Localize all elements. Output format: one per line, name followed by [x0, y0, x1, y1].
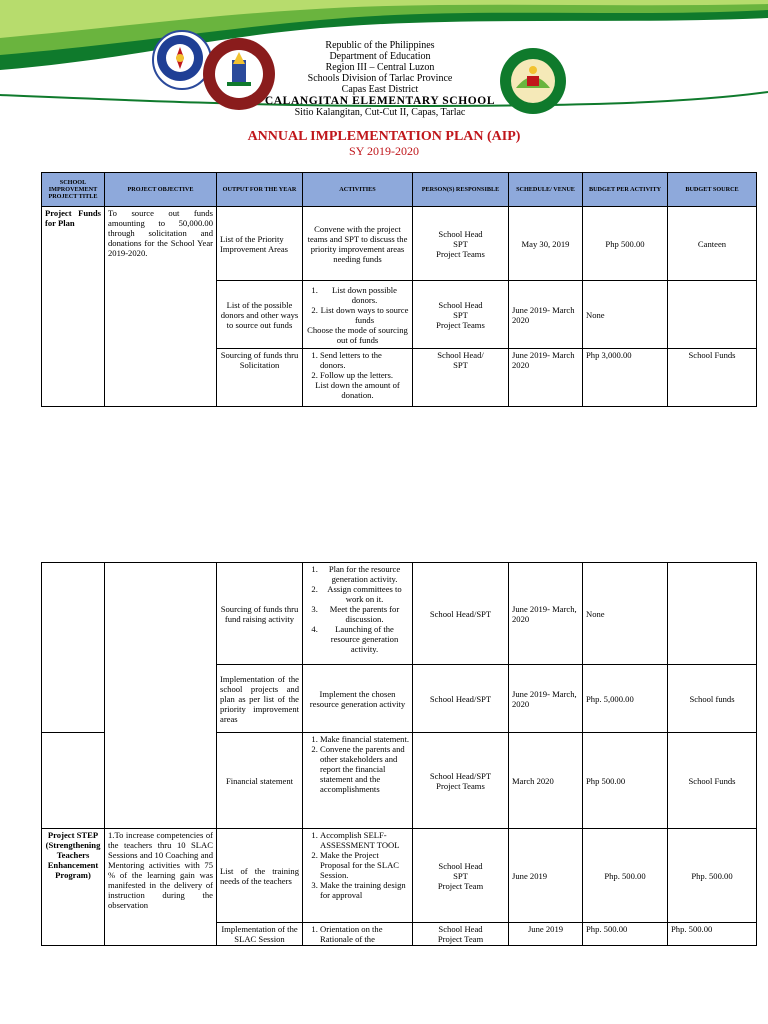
person-item: Project Teams: [436, 248, 485, 259]
activity-item: 1. Accomplish SELF-ASSESSMENT TOOL: [320, 830, 409, 850]
persons-cell: [413, 207, 509, 281]
budget-source-cell: School Funds: [668, 349, 757, 407]
persons-cell: [413, 281, 509, 349]
budget-source-cell: Php. 500.00: [668, 829, 757, 923]
budget-cell: None: [583, 563, 668, 665]
budget-source-cell: School funds: [668, 665, 757, 733]
activity-item: 2. Follow up the letters.: [320, 370, 409, 380]
activities-cell: Convene with the project teams and SPT to discuss the priority improvement areas needing funds: [303, 207, 413, 281]
output-cell: Implementation of the SLAC Session: [217, 923, 303, 946]
person-item: Project Team: [437, 934, 484, 944]
persons-cell: [413, 349, 509, 407]
output-cell: List of the training needs of the teachers: [217, 829, 303, 923]
person-item: SPT: [453, 309, 468, 320]
person-item: School Head: [438, 924, 483, 934]
column-header: PERSON(S) RESPONSIBLE: [413, 173, 509, 207]
output-cell: Sourcing of funds thru Solicitation: [217, 349, 303, 407]
project-title-cell: [42, 733, 105, 829]
activities-cell: Implement the chosen resource generation activity: [303, 665, 413, 733]
activity-item: 1. Make financial statement.: [320, 734, 409, 744]
schedule-cell: June 2019- March, 2020: [509, 665, 583, 733]
schedule-cell: June 2019- March 2020: [509, 281, 583, 349]
activity-item: 1. List down possible donors.: [320, 285, 409, 305]
budget-cell: Php. 500.00: [583, 923, 668, 946]
activities-cell: [303, 281, 413, 349]
persons-cell: [413, 665, 509, 733]
document-title: ANNUAL IMPLEMENTATION PLAN (AIP): [247, 129, 521, 144]
activities-cell: [303, 923, 413, 946]
budget-source-cell: School Funds: [668, 733, 757, 829]
header-line: Republic of the Philippines: [325, 40, 435, 51]
output-cell: Financial statement: [217, 733, 303, 829]
activities-cell: [303, 829, 413, 923]
column-header: BUDGET SOURCE: [668, 173, 757, 207]
output-cell: Implementation of the school projects and plan as per list of the priority improvement areas: [217, 665, 303, 733]
person-item: Project Teams: [436, 780, 485, 791]
header-line: Department of Education: [329, 51, 431, 62]
budget-cell: Php 500.00: [583, 733, 668, 829]
aip-table-part1: [41, 172, 757, 407]
table-row: [42, 563, 757, 665]
person-item: SPT: [453, 870, 468, 881]
schedule-cell: June 2019- March, 2020: [509, 563, 583, 665]
activities-cell: [303, 733, 413, 829]
school-name: CALANGITAN ELEMENTARY SCHOOL: [264, 95, 496, 107]
schedule-cell: June 2019: [509, 829, 583, 923]
person-item: School Head/: [437, 350, 484, 360]
table-row: [42, 829, 757, 923]
person-item: Project Teams: [436, 319, 485, 330]
activity-item: 4. Launching of the resource generation activity.: [320, 624, 409, 654]
budget-cell: None: [583, 281, 668, 349]
project-title-cell: Project STEP (Strengthening Teachers Enhancement Program): [42, 829, 105, 946]
activity-note: List down the amount of donation.: [315, 380, 400, 400]
activity-item: 1. Plan for the resource generation activity.: [320, 564, 409, 584]
school-header: [250, 40, 510, 118]
header-line: Capas East District: [341, 84, 419, 95]
project-objective-cell: To source out funds amounting to 50,000.00 through solicitation and donations for the School Year 2019-2020.: [105, 207, 217, 407]
persons-cell: [413, 829, 509, 923]
activity-item: 2. List down ways to source funds: [320, 305, 409, 325]
activity-item: 3. Make the training design for approval: [320, 880, 409, 900]
person-item: School Head: [438, 228, 483, 239]
activity-item: 2. Assign committees to work on it.: [320, 584, 409, 604]
budget-source-cell: [668, 281, 757, 349]
activity-item: 2. Make the Project Proposal for the SLAC Session.: [320, 850, 409, 880]
column-header: BUDGET PER ACTIVITY: [583, 173, 668, 207]
table-row: [42, 207, 757, 281]
column-header: SCHOOL IMPROVEMENT PROJECT TITLE: [42, 173, 105, 207]
schedule-cell: June 2019: [509, 923, 583, 946]
output-cell: Sourcing of funds thru fund raising activity: [217, 563, 303, 665]
persons-cell: [413, 563, 509, 665]
school-year: SY 2019-2020: [349, 144, 419, 158]
column-header: SCHEDULE/ VENUE: [509, 173, 583, 207]
person-item: School Head/SPT: [429, 693, 492, 704]
aip-table-part2: [41, 562, 757, 946]
person-item: SPT: [453, 238, 468, 249]
budget-cell: Php. 500.00: [583, 829, 668, 923]
budget-source-cell: [668, 563, 757, 665]
person-item: School Head/SPT: [429, 608, 492, 619]
budget-cell: Php 3,000.00: [583, 349, 668, 407]
budget-source-cell: Canteen: [668, 207, 757, 281]
output-cell: List of the Priority Improvement Areas: [217, 207, 303, 281]
person-item: School Head: [438, 860, 483, 871]
person-item: School Head: [438, 299, 483, 310]
column-header: OUTPUT FOR THE YEAR: [217, 173, 303, 207]
schedule-cell: May 30, 2019: [509, 207, 583, 281]
activity-item: 2. Convene the parents and other stakeholders and report the financial statement and the accomplishments: [320, 744, 409, 794]
person-item: Project Team: [437, 880, 484, 891]
activity-item: 1. Orientation on the Rationale of the: [320, 924, 409, 944]
activity-note: Choose the mode of sourcing out of funds: [307, 324, 408, 345]
person-item: School Head/SPT: [429, 770, 492, 781]
header-line: Region III – Central Luzon: [325, 62, 435, 73]
project-objective-cell: 1.To increase competencies of the teachers thru 10 SLAC Sessions and 10 Coaching and Mentoring activities with 75 % of the learning gain was manifested in the delivery of instruction during the observation: [105, 829, 217, 946]
activities-cell: [303, 349, 413, 407]
project-title-cell: Project Funds for Plan: [42, 207, 105, 407]
budget-cell: Php. 5,000.00: [583, 665, 668, 733]
schedule-cell: March 2020: [509, 733, 583, 829]
school-address: Sitio Kalangitan, Cut-Cut II, Capas, Tarlac: [294, 107, 466, 118]
column-header: ACTIVITIES: [303, 173, 413, 207]
budget-source-cell: Php. 500.00: [668, 923, 757, 946]
schedule-cell: June 2019- March 2020: [509, 349, 583, 407]
activities-cell: [303, 563, 413, 665]
table-header-row: [42, 173, 757, 207]
column-header: PROJECT OBJECTIVE: [105, 173, 217, 207]
activity-item: 1. Send letters to the donors.: [320, 350, 409, 370]
activity-item: 3. Meet the parents for discussion.: [320, 604, 409, 624]
person-item: SPT: [453, 360, 468, 370]
output-cell: List of the possible donors and other ways to source out funds: [217, 281, 303, 349]
budget-cell: Php 500.00: [583, 207, 668, 281]
project-objective-cell: [105, 563, 217, 829]
persons-cell: [413, 923, 509, 946]
header-line: Schools Division of Tarlac Province: [307, 73, 453, 84]
persons-cell: [413, 733, 509, 829]
project-title-cell: [42, 563, 105, 733]
